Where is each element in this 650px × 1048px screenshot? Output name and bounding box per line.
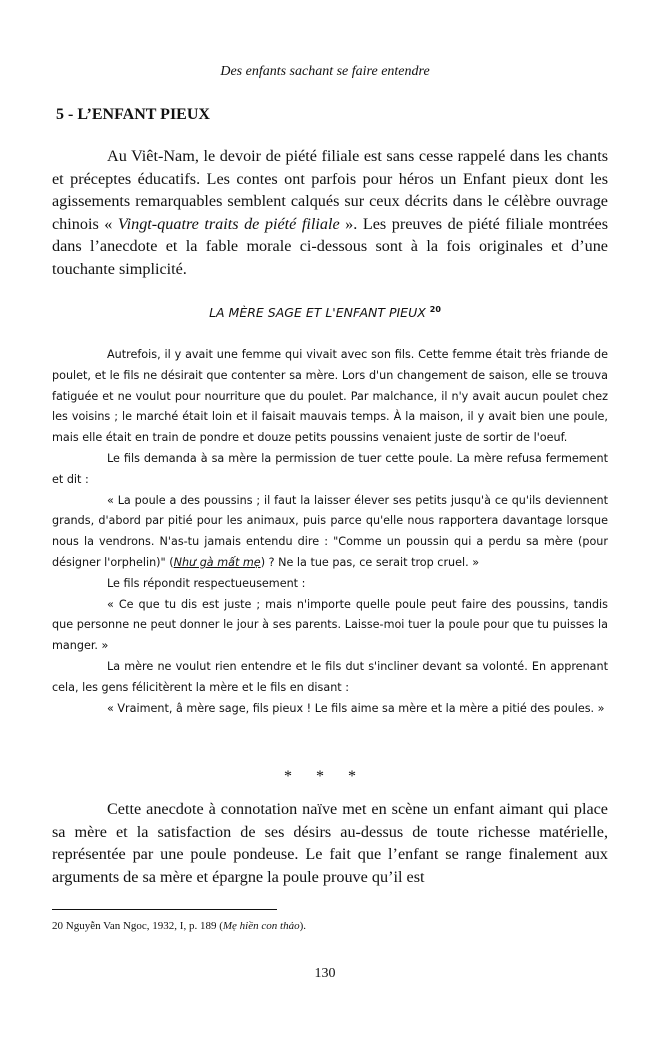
story-paragraph: Autrefois, il y avait une femme qui vivait avec son fils. Cette femme était très friande de poulet, et le fils ne désirait que contenter sa mère. Lors d'un changement de saison, elle se trouva fatiguée et ne voulut pour nourriture que du poulet. Par malchance, il n'y avait aucun poulet chez les voisins ; le marché était loin et il faisait mauvais temps. À la maison, il y avait bien une poule, mais elle était en train de pondre et douze petits poussins venaient juste de sortir de l'oeuf. (52, 348, 608, 445)
book-title: Vingt-quatre traits de piété filiale (117, 214, 340, 233)
story-paragraph: Le fils demanda à sa mère la permission de tuer cette poule. La mère refusa fermement et dit : (52, 451, 608, 486)
story-paragraph: « Vraiment, â mère sage, fils pieux ! Le fils aime sa mère et la mère a pitié des poules. » (107, 701, 605, 715)
quote-text-before: « La poule a des poussins ; il faut la laisser élever ses petits jusqu'à ce qu'ils deviennent grands, d'abord par pitié pour les animaux, puis parce qu'elle nous rapportera davantage lorsque nous la vendrons. N'as-tu jamais entendu dire : "Comme un poussin qui a perdu sa mère (pour désigner l'orphelin)" ( (52, 493, 608, 569)
story-body (52, 345, 608, 719)
section-heading: 5 - L’ENFANT PIEUX (56, 106, 210, 123)
story-paragraph: La mère ne voulut rien entendre et le fils dut s'incliner devant sa volonté. En apprenant cela, les gens félicitèrent la mère et le fils en disant : (52, 659, 608, 694)
page-number: 130 (314, 966, 336, 981)
running-head: Des enfants sachant se faire entendre (220, 64, 430, 79)
quote-text-after: ) ? Ne la tue pas, ce serait trop cruel. » (260, 555, 480, 569)
intro-text-after: ». Les preuves de piété filiale montrées dans l’anecdote et la fable morale ci-dessous sont à la fois originales et d’une touchante simplicité. (52, 214, 609, 278)
story-paragraph: Le fils répondit respectueusement : (107, 576, 306, 590)
story-paragraph-quote (52, 491, 608, 574)
closing-paragraph (52, 798, 608, 888)
story-title-text: LA MÈRE SAGE ET L'ENFANT PIEUX (209, 305, 426, 321)
closing-text: Cette anecdote à connotation naïve met en scène un enfant aimant qui place sa mère et la satisfaction de ses désirs au-dessus de toute richesse matérielle, représentée par une poule pondeuse. Le fait que l’enfant se range finalement aux arguments de sa mère et épargne la poule prouve qu’il est (52, 800, 608, 886)
section-separator: * * * (284, 768, 366, 785)
footnote-text: 20 Nguyễn Van Ngoc, 1932, I, p. 189 ( (52, 920, 223, 932)
intro-paragraph (52, 145, 608, 280)
story-title (0, 305, 650, 320)
footnote-source: Mẹ hiền con thảo (222, 920, 300, 932)
footnote (52, 920, 608, 932)
footnote-end: ). (299, 920, 306, 932)
footnote-divider (52, 909, 277, 910)
story-paragraph: « Ce que tu dis est juste ; mais n'importe quelle poule peut faire des poussins, tandis que personne ne peut donner le jour à ses parents. Laisse-moi tuer la poule pour que tu puisses la manger. » (52, 597, 608, 653)
footnote-reference: 20 (429, 305, 441, 314)
intro-text-before: Au Viêt-Nam, le devoir de piété filiale est sans cesse rappelé dans les chants et préceptes éducatifs. Les contes ont parfois pour héros un Enfant pieux dont les agissements remarquables semblent calqués sur ceux décrits dans le célèbre ouvrage chinois « (52, 147, 608, 233)
vietnamese-proverb: Như gà mất mẹ (173, 555, 261, 569)
